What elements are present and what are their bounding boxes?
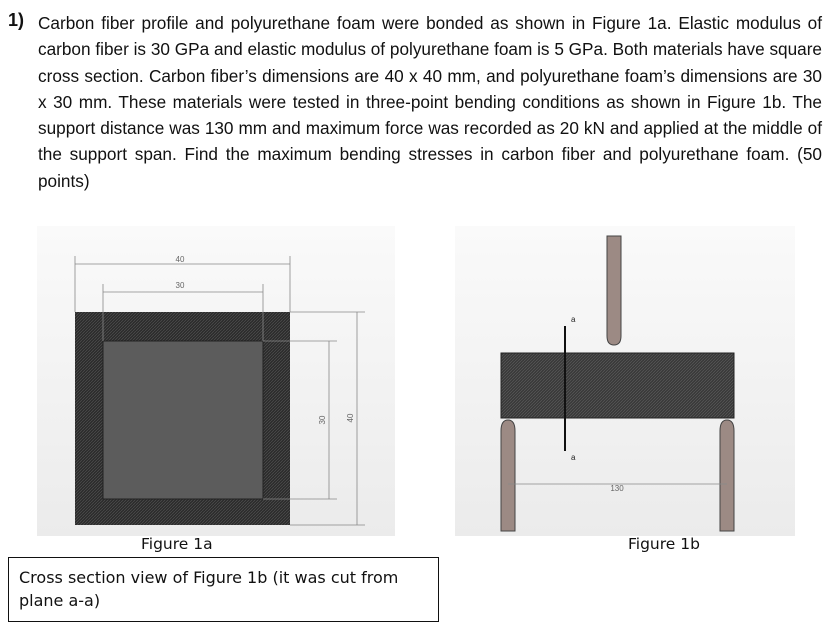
section-mark-bottom: a xyxy=(571,453,576,462)
figure-1b-label: Figure 1b xyxy=(628,535,700,553)
figure-1b-drawing xyxy=(455,226,795,536)
loading-nose xyxy=(607,236,621,345)
span-dimension-label: 130 xyxy=(610,484,624,493)
figure-1a-label: Figure 1a xyxy=(141,535,213,553)
dim-outer-side-label: 40 xyxy=(346,413,355,423)
figure-1b-panel xyxy=(455,226,795,536)
polyurethane-foam-section xyxy=(103,341,263,499)
dim-inner-side-label: 30 xyxy=(318,415,327,425)
caption-box xyxy=(8,557,439,622)
question-text: Carbon fiber profile and polyurethane foam were bonded as shown in Figure 1a. Elastic modulus of carbon fiber is 30 GPa and elastic modulus of polyurethane foam is 5 GPa. Both materials have square cross section. Carbon fiber’s dimensions are 40 x 40 mm, and polyurethane foam’s dimensions are 30 x 30 mm. These materials were tested in three-point bending conditions as shown in Figure 1b. The support distance was 130 mm and maximum force was recorded as 20 kN and applied at the middle of the support span. Find the maximum bending stresses in carbon fiber and polyurethane foam. (50 points) xyxy=(38,13,822,191)
section-mark-top: a xyxy=(571,315,576,324)
dim-inner-top-label: 30 xyxy=(175,281,185,290)
caption-text: Cross section view of Figure 1b (it was cut from plane a-a) xyxy=(19,568,399,610)
left-support xyxy=(501,420,515,531)
specimen-beam xyxy=(501,353,734,418)
dim-outer-top-label: 40 xyxy=(175,255,185,264)
question-number: 1) xyxy=(8,10,25,30)
figure-1a-drawing xyxy=(37,226,395,536)
right-support xyxy=(720,420,734,531)
figure-1a-panel xyxy=(37,226,395,536)
